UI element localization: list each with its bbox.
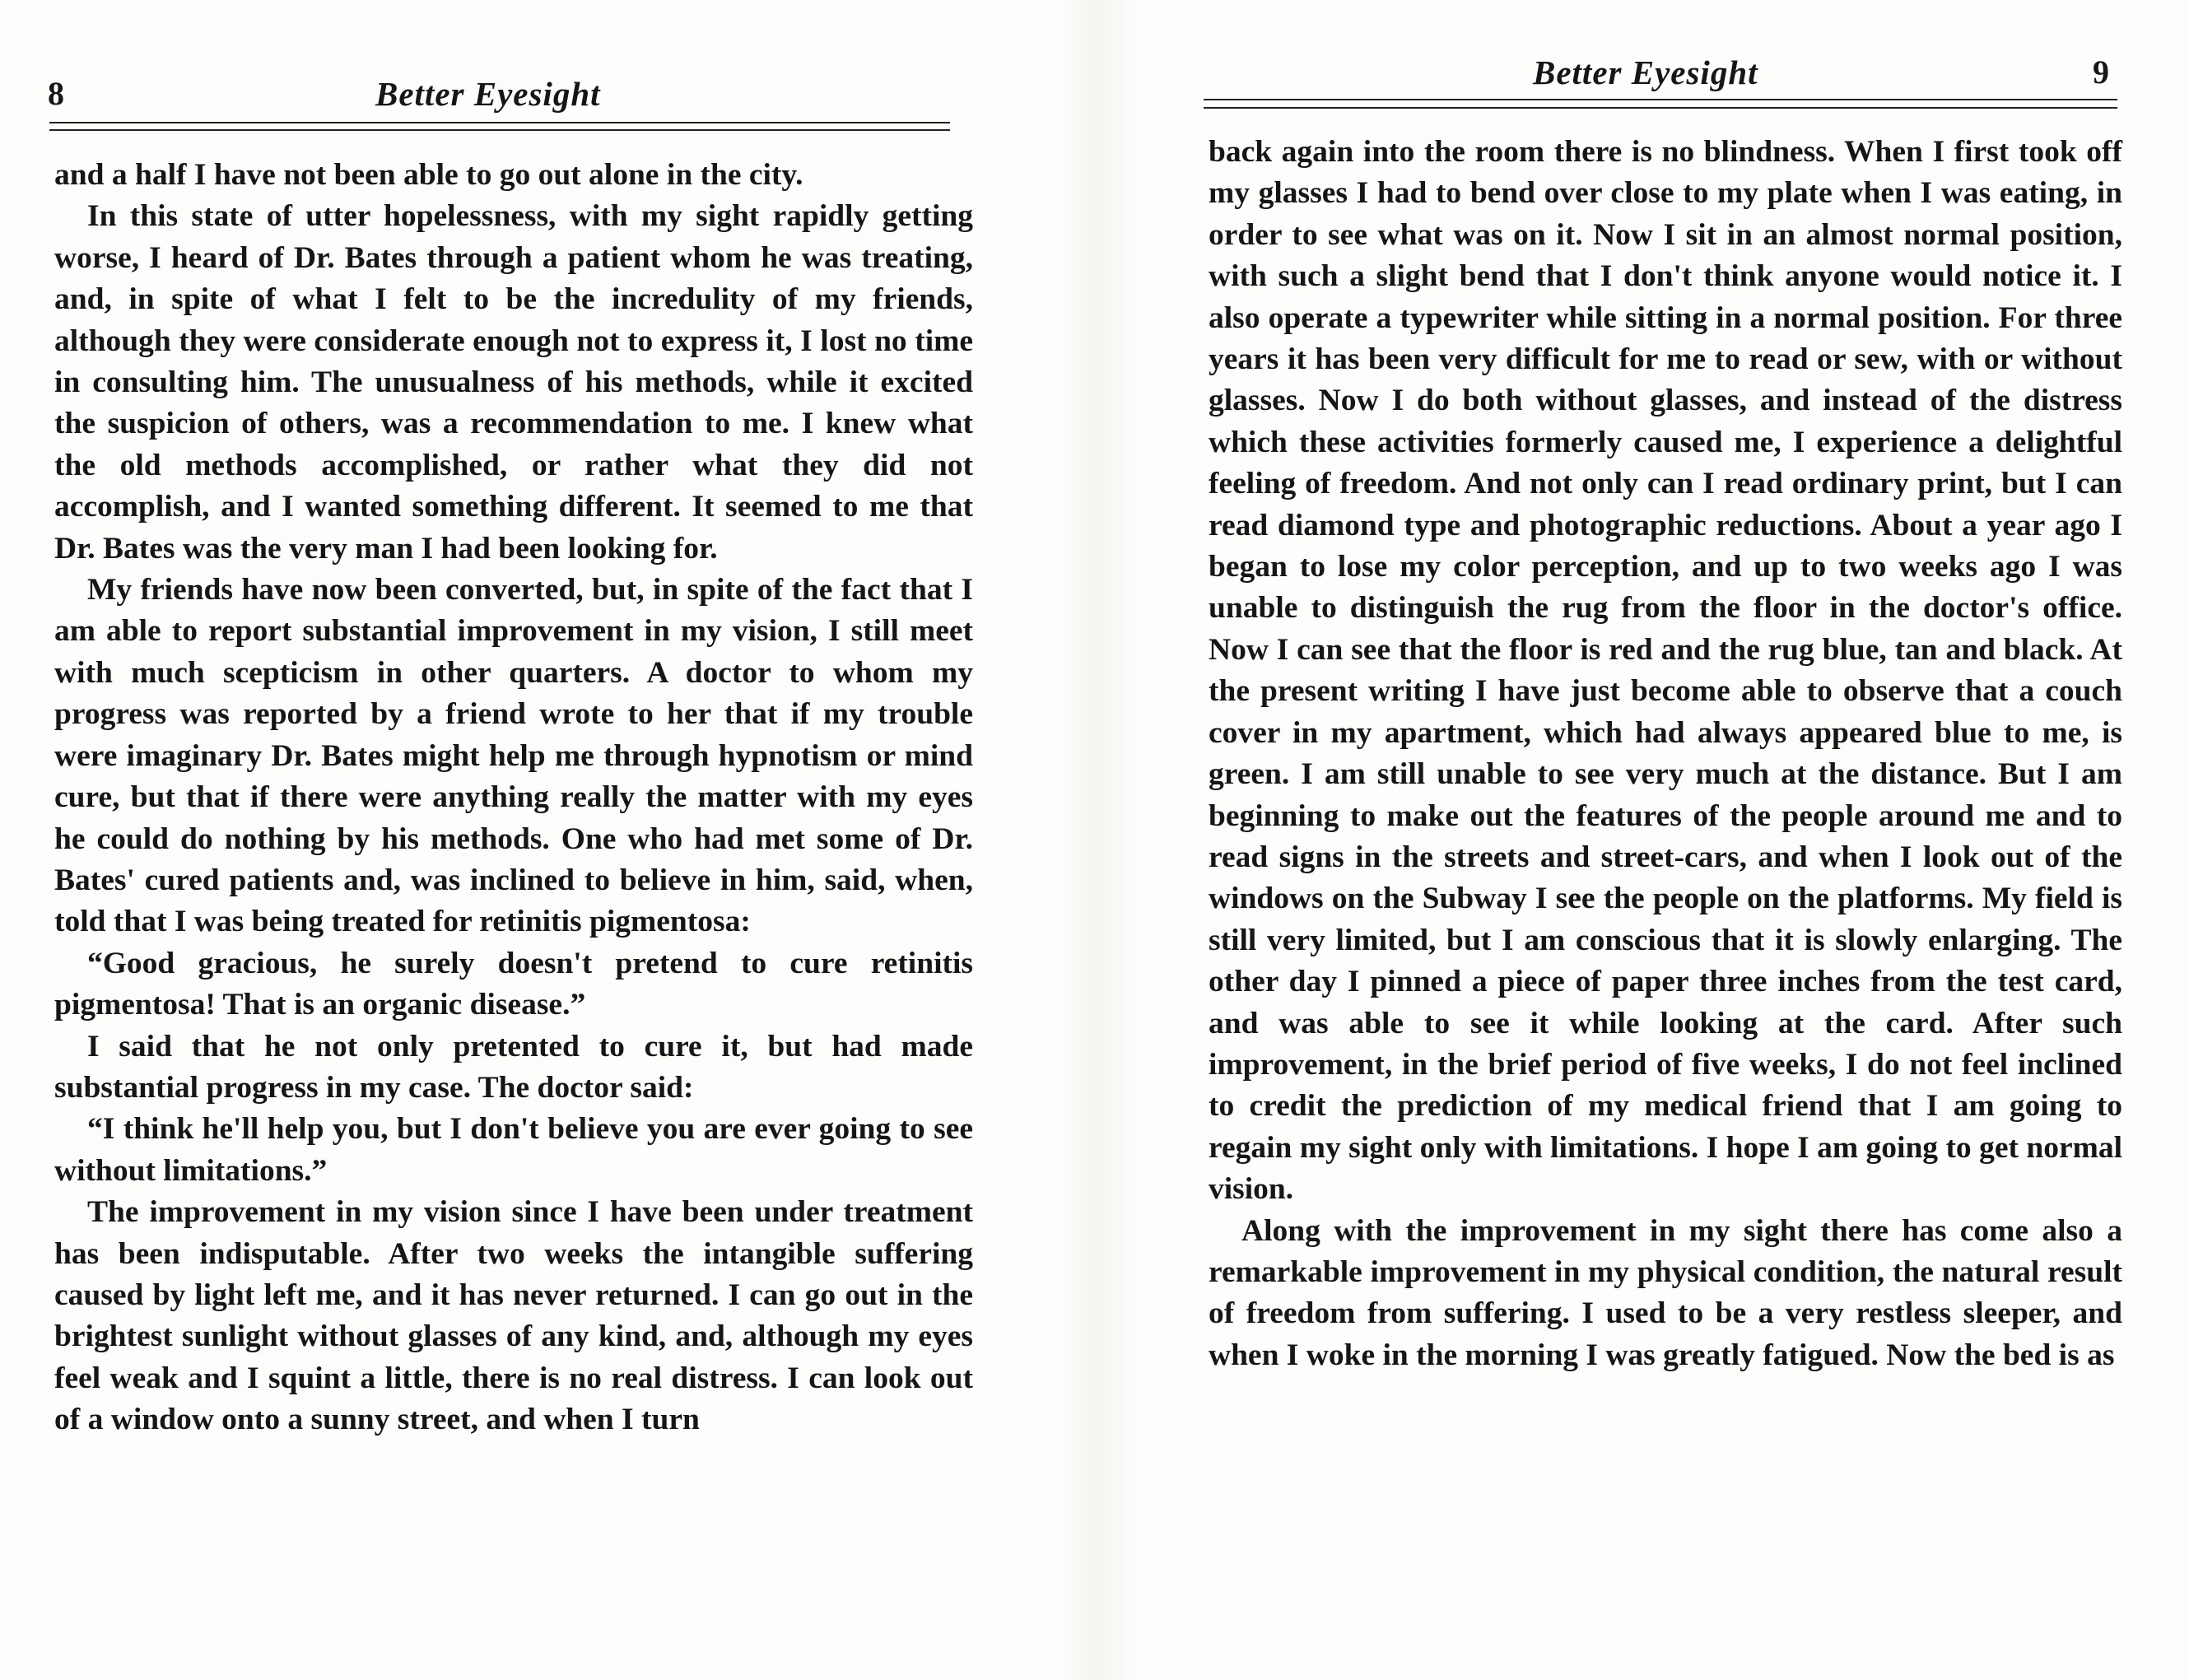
right-running-title: Better Eyesight [1533, 54, 1758, 91]
right-header-rule-top [1204, 99, 2117, 100]
paragraph: Along with the improvement in my sight there has come also a remarkable improvement in my physical condition, the natural result of freedom from suffering. I used to be a very restless sleeper, and when I woke in the morning I was greatly fatigued. Now the bed is as [1209, 1213, 2122, 1372]
right-page-number: 9 [2093, 54, 2109, 91]
left-running-title: Better Eyesight [375, 75, 601, 113]
left-page-number: 8 [48, 75, 64, 112]
left-body-text [54, 155, 973, 1441]
paragraph: “I think he'll help you, but I don't believe you are ever going to see without limitations.” [54, 1112, 973, 1188]
right-header-rule-bottom [1204, 107, 2117, 109]
paragraph: “Good gracious, he surely doesn't pretend to cure retinitis pigmentosa! That is an organic disease.” [54, 946, 973, 1022]
left-header-rule-top [49, 122, 950, 123]
right-page [1136, 0, 2189, 1680]
paragraph: and a half I have not been able to go out alone in the city. [54, 158, 803, 192]
left-running-head [0, 69, 1062, 119]
paragraph: back again into the room there is no blindness. When I first took off my glasses I had to bend over close to my plate when I was eating, in order to see what was on it. Now I sit in an almost normal position, with such a slight bend that I don't think anyone would notice it. I also operate a typewriter while sitting in a normal position. For three years it has been very difficult for me to read or sew, with or without glasses. Now I do both without glasses, and instead of the distress which these activities formerly caused me, I experience a delightful feeling of freedom. And not only can I read ordinary print, but I can read diamond type and photographic reductions. About a year ago I began to lose my color perception, and up to two weeks ago I was unable to distinguish the rug from the floor in the doctor's office. Now I can see that the floor is red and the rug blue, tan and black. At the present writing I have just become able to observe that a couch cover in my apartment, which had always appeared blue to me, is green. I am still unable to see very much at the distance. But I am beginning to make out the features of the people around me and to read signs in the streets and street-cars, and when I look out of the windows on the Subway I see the people on the platforms. My field is still very limited, but I am conscious that it is slowly enlarging. The other day I pinned a piece of paper three inches from the test card, and was able to see it while looking at the card. After such improvement, in the brief period of five weeks, I do not feel inclined to credit the prediction of my medical friend that I am going to regain my sight only with limitations. I hope I am going to get normal vision. [1209, 135, 2122, 1207]
left-header-rule-bottom [49, 129, 950, 131]
paragraph: My friends have now been converted, but, in spite of the fact that I am able to report substantial improvement in my vision, I still meet with much scepticism in other quarters. A doctor to whom my progress was reported by a friend wrote to her that if my trouble were imaginary Dr. Bates might help me through hypnotism or mind cure, but that if there were anything really the matter with my eyes he could do nothing by his methods. One who had met some of Dr. Bates' cured patients and, was inclined to believe in him, said, when, told that I was being treated for retinitis pigmentosa: [54, 573, 973, 939]
left-page [0, 0, 1062, 1680]
paragraph: I said that he not only pretented to cure it, but had made substantial progress in my case. The doctor said: [54, 1029, 973, 1105]
paragraph: In this state of utter hopelessness, with my sight rapidly getting worse, I heard of Dr. Bates through a patient whom he was treating, and, in spite of what I felt to be the incredulity of my friends, although they were considerate enough not to express it, I lost no time in consulting him. The unusualness of his methods, while it excited the suspicion of others, was a recommendation to me. I knew what the old methods accomplished, or rather what they did not accomplish, and I wanted something different. It seemed to me that Dr. Bates was the very man I had been looking for. [54, 199, 973, 565]
binding-gutter [1062, 0, 1136, 1680]
paragraph: The improvement in my vision since I have been under treatment has been indisputable. After two weeks the intangible suffering caused by light left me, and it has never returned. I can go out in the brightest sunlight without glasses of any kind, and, although my eyes feel weak and I squint a little, there is no real distress. I can look out of a window onto a sunny street, and when I turn [54, 1195, 973, 1437]
right-running-head [1136, 48, 2189, 97]
right-body-text [1209, 132, 2122, 1376]
